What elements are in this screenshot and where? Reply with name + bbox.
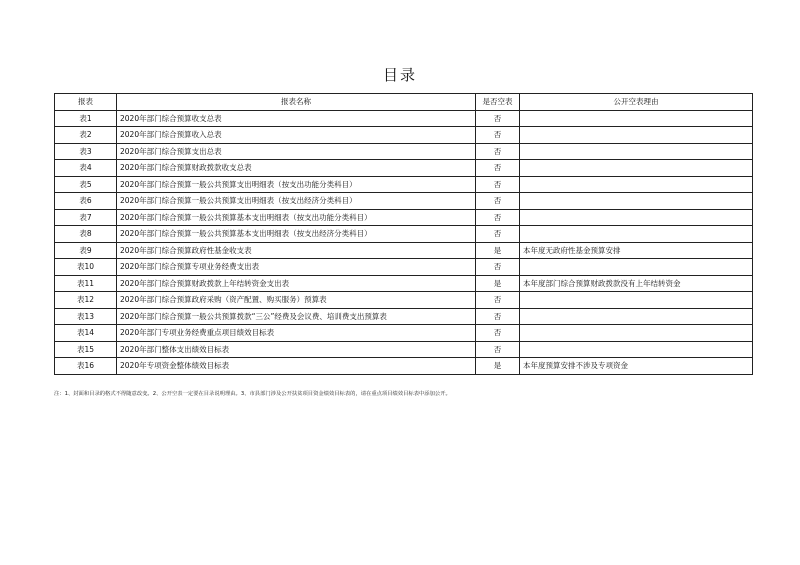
is-empty-cell: 否: [476, 292, 520, 309]
empty-reason-cell: [520, 127, 753, 144]
is-empty-cell: 否: [476, 160, 520, 177]
is-empty-cell: 否: [476, 308, 520, 325]
report-name-cell: 2020年部门综合预算财政拨款上年结转资金支出表: [117, 275, 476, 292]
report-name-cell: 2020年部门综合预算一般公共预算基本支出明细表（按支出功能分类科目）: [117, 209, 476, 226]
report-id-cell: 表16: [55, 358, 117, 375]
empty-reason-cell: [520, 209, 753, 226]
empty-reason-cell: [520, 226, 753, 243]
is-empty-cell: 否: [476, 341, 520, 358]
table-row: [55, 143, 753, 160]
is-empty-cell: 否: [476, 259, 520, 276]
report-name-cell: 2020年部门综合预算财政拨款收支总表: [117, 160, 476, 177]
report-name-cell: 2020年部门专项业务经费重点项目绩效目标表: [117, 325, 476, 342]
table-row: [55, 325, 753, 342]
report-id-cell: 表10: [55, 259, 117, 276]
report-name-cell: 2020年部门整体支出绩效目标表: [117, 341, 476, 358]
report-id-cell: 表12: [55, 292, 117, 309]
header-empty-reason: 公开空表理由: [520, 94, 753, 111]
empty-reason-cell: [520, 259, 753, 276]
table-row: [55, 176, 753, 193]
report-id-cell: 表7: [55, 209, 117, 226]
is-empty-cell: 否: [476, 176, 520, 193]
catalog-table: [54, 93, 753, 375]
is-empty-cell: 是: [476, 242, 520, 259]
report-name-cell: 2020年部门综合预算一般公共预算支出明细表（按支出经济分类科目）: [117, 193, 476, 210]
table-row: [55, 358, 753, 375]
empty-reason-cell: 本年度无政府性基金预算安排: [520, 242, 753, 259]
report-id-cell: 表13: [55, 308, 117, 325]
table-row: [55, 110, 753, 127]
report-id-cell: 表14: [55, 325, 117, 342]
report-name-cell: 2020年专项资金整体绩效目标表: [117, 358, 476, 375]
empty-reason-cell: [520, 193, 753, 210]
table-row: [55, 259, 753, 276]
report-name-cell: 2020年部门综合预算政府性基金收支表: [117, 242, 476, 259]
report-name-cell: 2020年部门综合预算支出总表: [117, 143, 476, 160]
report-id-cell: 表3: [55, 143, 117, 160]
header-report: 报表: [55, 94, 117, 111]
header-is-empty: 是否空表: [476, 94, 520, 111]
empty-reason-cell: [520, 308, 753, 325]
is-empty-cell: 是: [476, 358, 520, 375]
table-row: [55, 226, 753, 243]
table-row: [55, 275, 753, 292]
report-name-cell: 2020年部门综合预算专项业务经费支出表: [117, 259, 476, 276]
table-row: [55, 242, 753, 259]
is-empty-cell: 否: [476, 127, 520, 144]
table-row: [55, 308, 753, 325]
report-name-cell: 2020年部门综合预算一般公共预算拨款“三公”经费及会议费、培训费支出预算表: [117, 308, 476, 325]
table-row: [55, 127, 753, 144]
is-empty-cell: 否: [476, 110, 520, 127]
report-name-cell: 2020年部门综合预算一般公共预算支出明细表（按支出功能分类科目）: [117, 176, 476, 193]
report-id-cell: 表1: [55, 110, 117, 127]
empty-reason-cell: [520, 110, 753, 127]
report-id-cell: 表15: [55, 341, 117, 358]
is-empty-cell: 否: [476, 226, 520, 243]
is-empty-cell: 否: [476, 193, 520, 210]
report-id-cell: 表11: [55, 275, 117, 292]
is-empty-cell: 否: [476, 209, 520, 226]
empty-reason-cell: [520, 341, 753, 358]
report-id-cell: 表4: [55, 160, 117, 177]
report-id-cell: 表8: [55, 226, 117, 243]
table-row: [55, 292, 753, 309]
is-empty-cell: 否: [476, 143, 520, 160]
empty-reason-cell: [520, 160, 753, 177]
table-header-row: [55, 94, 753, 111]
report-name-cell: 2020年部门综合预算政府采购（资产配置、购买服务）预算表: [117, 292, 476, 309]
report-id-cell: 表6: [55, 193, 117, 210]
empty-reason-cell: [520, 325, 753, 342]
empty-reason-cell: 本年度预算安排不涉及专项资金: [520, 358, 753, 375]
is-empty-cell: 否: [476, 325, 520, 342]
header-report-name: 报表名称: [117, 94, 476, 111]
report-id-cell: 表2: [55, 127, 117, 144]
page-title: 目录: [382, 66, 417, 84]
is-empty-cell: 是: [476, 275, 520, 292]
empty-reason-cell: [520, 143, 753, 160]
empty-reason-cell: [520, 176, 753, 193]
report-name-cell: 2020年部门综合预算收入总表: [117, 127, 476, 144]
table-row: [55, 193, 753, 210]
table-row: [55, 160, 753, 177]
table-row: [55, 209, 753, 226]
report-name-cell: 2020年部门综合预算收支总表: [117, 110, 476, 127]
table-row: [55, 341, 753, 358]
report-id-cell: 表9: [55, 242, 117, 259]
report-id-cell: 表5: [55, 176, 117, 193]
footnote: 注：1、封面和目录的格式不得随意改变。2、公开空表一定要在目录说明理由。3、市县部门涉及公开扶贫项目资金绩效目标表的，请在重点项目绩效目标表中添加公开。: [54, 391, 451, 397]
report-name-cell: 2020年部门综合预算一般公共预算基本支出明细表（按支出经济分类科目）: [117, 226, 476, 243]
empty-reason-cell: [520, 292, 753, 309]
empty-reason-cell: 本年度部门综合预算财政拨款没有上年结转资金: [520, 275, 753, 292]
